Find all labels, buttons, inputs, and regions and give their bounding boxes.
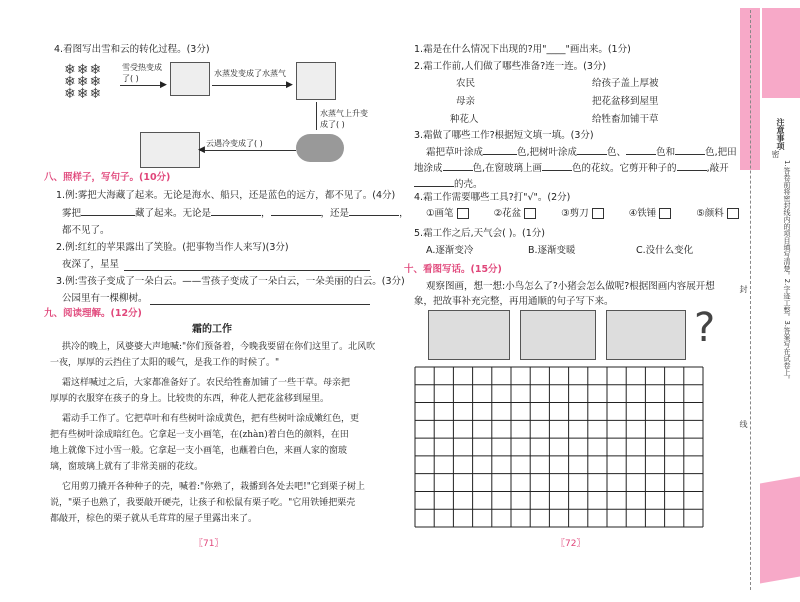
section9-title: 九、阅读理解。(12分) — [44, 308, 142, 319]
r-q3a: 霜把草叶涂成 — [426, 147, 484, 158]
arrow-2-head: ▶ — [286, 80, 293, 90]
blank[interactable] — [542, 170, 572, 171]
blank[interactable] — [677, 170, 707, 171]
r-q3-line1 — [426, 147, 737, 159]
s8-q1e: ， — [399, 208, 409, 219]
q4-label3: 水蒸气上升变 — [320, 109, 368, 118]
seal-line — [750, 10, 751, 590]
r-q3i: ,敲开 — [706, 163, 729, 174]
r-q3b: 色,把树叶涂成 — [517, 147, 578, 158]
story-picture-2 — [520, 310, 596, 360]
snowy-trees-image — [140, 132, 200, 168]
q4-label1: 雪受热变成 — [122, 63, 162, 72]
q4-title: 4.看图写出雪和云的转化过程。(3分) — [54, 44, 210, 55]
arrow-4 — [200, 150, 296, 151]
q4-label1b: 了( ) — [122, 74, 139, 83]
s8-q3-line[interactable] — [150, 304, 370, 305]
match-left-3: 种花人 — [450, 114, 479, 125]
s8-q2-line[interactable] — [124, 270, 370, 271]
arrow-3 — [316, 102, 317, 130]
blank[interactable] — [483, 154, 517, 155]
s8-q1f: 都不见了。 — [62, 225, 110, 236]
r-q3: 3.霜做了哪些工作?根据短文填一填。(3分) — [414, 130, 594, 141]
w-instr2: 象，把故事补充完整，再用通顺的句子写下来。 — [414, 296, 614, 307]
match-left-2: 母亲 — [456, 96, 476, 107]
blank[interactable] — [211, 215, 261, 216]
page-number-right: 〖72〗 — [556, 539, 586, 549]
w-instr1: 观察图画，想一想:小鸟怎么了?小猪会怎么做呢?根据图画内容展开想 — [426, 281, 715, 292]
r-q3-line3 — [414, 179, 483, 191]
s8-q1: 1.例:雾把大海藏了起来。无论是海水、船只，还是蓝色的远方，都不见了。(4分) — [56, 190, 396, 201]
s8-q1-answer — [62, 208, 409, 220]
story-p1b: 一夜，厚厚的云挡住了太阳的暖气，是我工作的时候了。" — [50, 358, 280, 368]
sidebar-title: 注意事项 — [776, 118, 785, 150]
r-q2: 2.霜工作前,人们做了哪些准备?连一连。(3分) — [414, 61, 607, 72]
writing-grid[interactable] — [414, 366, 704, 528]
q5-opt-b[interactable]: B.逐渐变暖 — [528, 245, 576, 256]
r-q1: 1.霜是在什么情况下出现的?用"____"画出来。(1分) — [414, 44, 631, 55]
r-q3j: 的壳。 — [454, 179, 483, 190]
q4-label4: 云遇冷变成了( ) — [206, 139, 263, 148]
r-q3d: 色和 — [656, 147, 676, 158]
story-p2b: 厚厚的衣服穿在孩子的身上。比较贵的东西，种花人把花盆移到屋里。 — [50, 394, 330, 404]
blank[interactable] — [443, 170, 473, 171]
blank[interactable] — [271, 215, 321, 216]
question-mark: ? — [694, 305, 716, 351]
s8-q2a: 夜深了，星星 — [62, 259, 120, 270]
section10-title: 十、看图写话。(15分) — [404, 264, 502, 275]
melting-snow-image — [170, 62, 210, 96]
arrow-2 — [212, 85, 290, 86]
vapor-image — [296, 62, 336, 100]
r-q3f: 地涂成 — [414, 163, 443, 174]
blank[interactable] — [626, 154, 656, 155]
r-q3g: 色,在窗玻璃上画 — [472, 163, 543, 174]
r-q3e: 色,把田 — [705, 147, 737, 158]
tool-pot: ②花盆 — [493, 208, 522, 219]
story-title: 霜的工作 — [192, 324, 232, 335]
page-number-left-value: 71 — [203, 539, 215, 549]
q5-opt-c[interactable]: C.没什么变化 — [636, 245, 694, 256]
arrow-4-head: ◀ — [198, 145, 205, 155]
story-p3c: 地上就像下过小雪一般。它拿起一支小画笔，也蘸着白色，来画人家的窗玻 — [50, 446, 348, 456]
s8-q1d: ，还是 — [320, 208, 350, 219]
blank[interactable] — [577, 154, 607, 155]
story-p2: 霜这样喊过之后，大家都准备好了。农民给牲畜加铺了一些干草。母亲把 — [62, 378, 351, 388]
sidebar-notes: 1.答卷前将密封线内的项目填写清楚。2.字迹工整。3.答案写在试卷上。 — [783, 160, 791, 384]
tool-hammer: ④铁锤 — [628, 208, 657, 219]
tool-paint: ⑤颜料 — [696, 208, 724, 219]
story-picture-3 — [606, 310, 686, 360]
blank[interactable] — [81, 215, 135, 216]
match-right-1: 给孩子盖上厚被 — [592, 78, 659, 89]
blank[interactable] — [349, 215, 399, 216]
pink-corner — [762, 8, 800, 98]
story-p3b: 把有些树叶涂成暗红色。它拿起一支小画笔，在(zhàn)着白色的颜料，在田 — [50, 430, 349, 440]
tool-brush: ①画笔 — [426, 208, 454, 219]
story-p4: 它用剪刀撬开各种种子的壳，喊着:"你熟了，栽播到各处去吧!"它到栗子树上 — [62, 482, 365, 492]
r-q3-line2 — [414, 163, 729, 175]
sidebar-secret: 密 — [771, 150, 780, 158]
arrow-1-head: ▶ — [160, 80, 167, 90]
tool-scissors: ③剪刀 — [561, 208, 589, 219]
checkbox[interactable] — [727, 208, 739, 219]
snowflakes-image: ❄❄❄ ❄❄❄ ❄❄❄ — [64, 62, 103, 102]
s8-q1b: 藏了起来。无论是 — [135, 208, 212, 219]
s8-q1a: 雾把 — [62, 208, 82, 219]
s8-q2: 2.例:红红的苹果露出了笑脸。(把事物当作人来写)(3分) — [56, 242, 289, 253]
sidebar-seal: 封 — [739, 285, 748, 293]
q4-label2: 水蒸发变成了水蒸气 — [214, 69, 286, 78]
blank[interactable] — [675, 154, 705, 155]
s8-q1c: ， — [261, 208, 271, 219]
match-right-3: 给牲畜加铺干草 — [592, 114, 659, 125]
q5-opt-a[interactable]: A.逐渐变冷 — [426, 245, 474, 256]
match-right-2: 把花盆移到屋里 — [592, 96, 659, 107]
r-q5: 5.霜工作之后,天气会( )。(1分) — [414, 228, 545, 239]
blank[interactable] — [414, 186, 454, 187]
r-q3c: 色、 — [607, 147, 627, 158]
story-picture-1 — [428, 310, 510, 360]
story-p3: 霜动手工作了。它把草叶和有些树叶涂成黄色，把有些树叶涂成嫩红色，更 — [62, 414, 360, 424]
page-number-right-value: 72 — [565, 539, 577, 549]
match-left-1: 农民 — [456, 78, 476, 89]
checkbox[interactable] — [524, 208, 536, 219]
s8-q3a: 公园里有一棵柳树。 — [62, 293, 148, 304]
story-p3d: 璃，窗玻璃上就有了非常美丽的花纹。 — [50, 462, 204, 472]
story-p4c: 都敲开，棕色的栗子就从毛茸茸的屋子里露出来了。 — [50, 514, 258, 524]
story-p1: 拱冷的晚上，风婆婆大声地喊:"你们预备着，今晚我要留在你们这里了。北风吹 — [62, 342, 376, 352]
r-q3h: 色的花纹。它剪开种子的 — [572, 163, 677, 174]
r-q4: 4.霜工作需要哪些工具?打"√"。(2分) — [414, 192, 571, 203]
section8-title: 八、照样子，写句子。(10分) — [44, 172, 171, 183]
sidebar-line: 线 — [739, 420, 748, 428]
checkbox[interactable] — [457, 208, 469, 219]
tools-row — [426, 208, 739, 220]
checkbox[interactable] — [592, 208, 604, 219]
checkbox[interactable] — [659, 208, 671, 219]
arrow-1 — [120, 85, 164, 86]
s8-q3: 3.例:雪孩子变成了一朵白云。——雪孩子变成了一朵白云，一朵美丽的白云。(3分) — [56, 276, 405, 287]
q4-label3b: 成了( ) — [320, 120, 345, 129]
pink-side-tab-bottom — [760, 476, 800, 583]
story-p4b: 说，"栗子也熟了，我要敲开硬壳，让孩子和松鼠有栗子吃。"它用铁锤把栗壳 — [50, 498, 356, 508]
cloud-image — [296, 134, 344, 162]
page-number-left: 〖71〗 — [194, 539, 224, 549]
